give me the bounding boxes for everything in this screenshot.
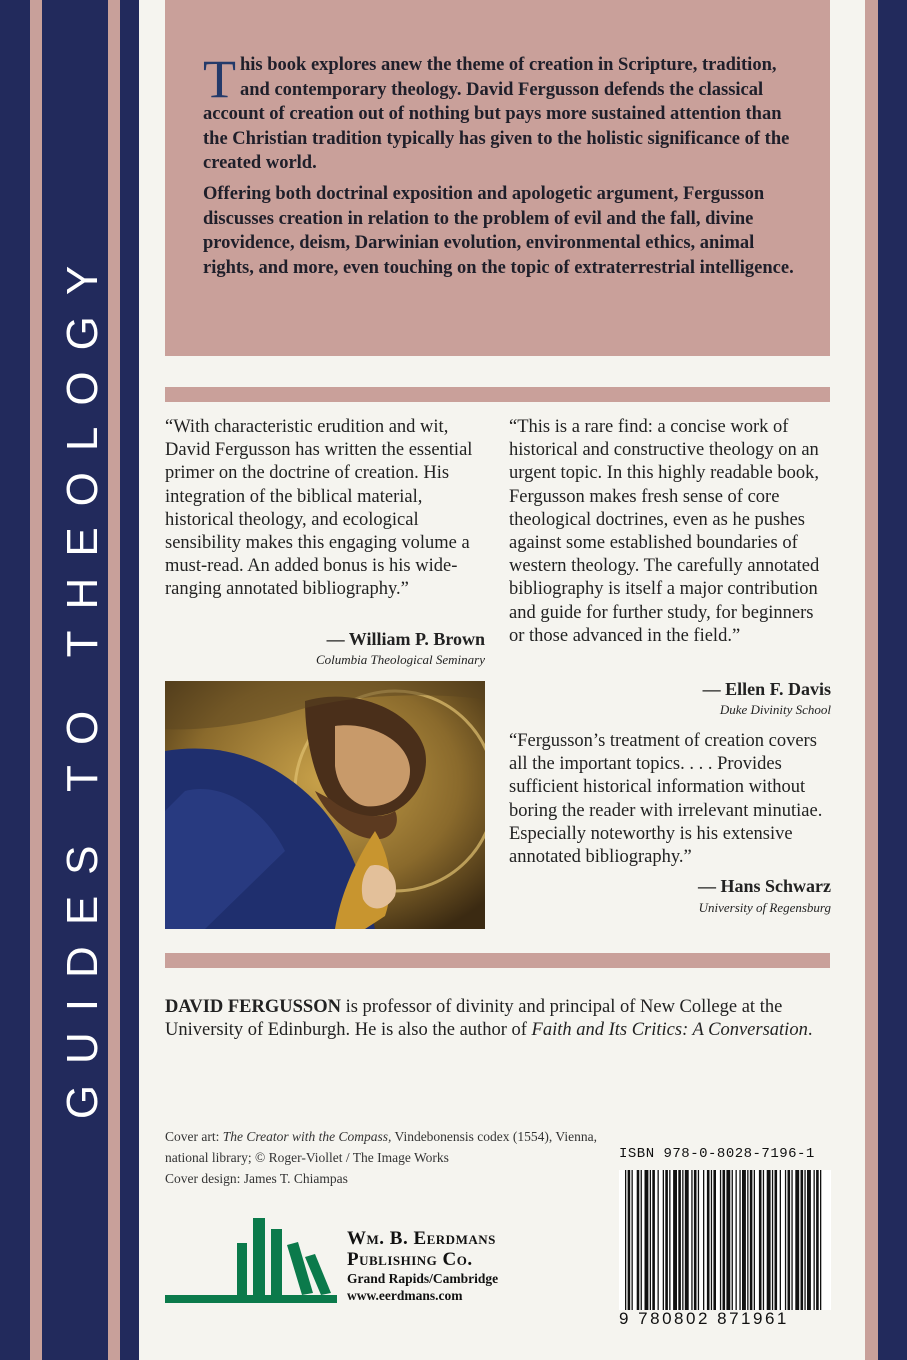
barcode-bar (637, 1170, 640, 1310)
publisher-name-line1: Wm. B. Eerdmans (347, 1228, 496, 1249)
description-box (165, 0, 830, 356)
author-name: DAVID FERGUSSON (165, 997, 341, 1017)
barcode-bar (736, 1170, 737, 1310)
barcode-bar (759, 1170, 762, 1310)
barcode-bar (685, 1170, 689, 1310)
barcode (619, 1170, 831, 1310)
endorsement-quote-3: “Fergusson’s treatment of creation covers all the important topics. . . . Provides sufficient historical information without boring the reader with irrelevant minutiae. Especially noteworthy is his extensive annotated bibliography.” (509, 731, 823, 868)
barcode-bar (625, 1170, 626, 1310)
endorsement-affiliation-1: Columbia Theological Seminary (316, 652, 485, 667)
barcode-bar (663, 1170, 664, 1310)
barcode-bar (658, 1170, 659, 1310)
publisher-url: www.eerdmans.com (347, 1288, 463, 1303)
credits-art-title: The Creator with the Compass, (222, 1129, 392, 1144)
cover-art-painting (165, 681, 485, 929)
description-paragraph-2: Offering both doctrinal exposition and apologetic argument, Fergusson discusses creation in relation to the problem of evil and the fall, divine providence, deism, Darwinian evolution, environmental ethics, animal rights, and more, even touching on the topic of extraterrestrial intelligence. (203, 184, 794, 278)
barcode-bar (720, 1170, 721, 1310)
barcode-bar (804, 1170, 805, 1310)
author-bio (165, 996, 825, 1042)
barcode-bar (747, 1170, 748, 1310)
publisher-city: Grand Rapids/Cambridge (347, 1271, 499, 1286)
description-paragraph-1 (203, 49, 803, 176)
credits-art-label: Cover art: (165, 1129, 223, 1144)
barcode-bar (795, 1170, 799, 1310)
barcode-bar (694, 1170, 697, 1310)
barcode-bar (678, 1170, 681, 1310)
barcode-bar (739, 1170, 740, 1310)
barcode-bar (632, 1170, 633, 1310)
bio-end: . (807, 1020, 813, 1040)
barcode-bar (732, 1170, 733, 1310)
right-edge-band (865, 0, 878, 1360)
publisher-info (347, 1228, 498, 1304)
barcode-bar (788, 1170, 791, 1310)
barcode-bar (801, 1170, 804, 1310)
barcode-bar (816, 1170, 819, 1310)
barcode-bar (767, 1170, 771, 1310)
barcode-bar (785, 1170, 786, 1310)
cover-credits (165, 1126, 605, 1189)
isbn-label: ISBN 978-0-8028-7196-1 (619, 1146, 815, 1162)
barcode-bar (698, 1170, 699, 1310)
bio-book-title: Faith and Its Critics: A Conversation (531, 1020, 808, 1040)
endorsement-affiliation-3: University of Regensburg (698, 900, 831, 915)
barcode-bar (807, 1170, 811, 1310)
barcode-bar (645, 1170, 649, 1310)
barcode-digits: 9 780802 871961 (619, 1309, 789, 1328)
bio-text: is professor of divinity and principal of New College at the University of Edinburgh. He is also the author of (165, 997, 783, 1040)
barcode-bar (641, 1170, 642, 1310)
endorsement-affiliation-2: Duke Divinity School (719, 702, 831, 717)
endorsement-quote-2: “This is a rare find: a concise work of historical and constructive theology on an urgent topic. In this highly readable book, Fergusson makes fresh sense of core theological doctrines, even as he pushes against some established boundaries of western theology. The carefully annotated bibliography is itself a major contribution and guide for further study, for beginners or those advanced in the field.” (509, 417, 820, 646)
barcode-bar (691, 1170, 692, 1310)
right-edge (878, 0, 907, 1360)
barcode-bar (780, 1170, 781, 1310)
barcode-bar (742, 1170, 746, 1310)
barcode-bar (750, 1170, 753, 1310)
barcode-bar (763, 1170, 764, 1310)
endorsement-author-1: — William P. Brown (326, 629, 485, 649)
description-text-1: his book explores anew the theme of creation in Scripture, tradition, and contemporary theology. David Fergusson defends the classical account of creation out of nothing but pays more sustained attention than the Christian tradition typically has given to the holistic significance of the created world. (203, 55, 790, 173)
endorsement-quote-1: “With characteristic erudition and wit, David Fergusson has written the essential primer on the doctrine of creation. His integration of the biblical material, historical theology, and ecological sensibility makes this engaging volume a must-read. An added bonus is his wide-ranging annotated bibliography.” (165, 417, 473, 600)
divider-bottom (165, 953, 830, 968)
endorsement-author-2: — Ellen F. Davis (702, 679, 831, 699)
barcode-bar (711, 1170, 712, 1310)
endorsement-author-3: — Hans Schwarz (697, 876, 831, 896)
barcode-bar (775, 1170, 778, 1310)
barcode-bar (820, 1170, 821, 1310)
barcode-bar (703, 1170, 704, 1310)
barcode-bar (682, 1170, 683, 1310)
drop-cap: T (203, 49, 236, 109)
series-title: GUIDES TO THEOLOGY (58, 244, 107, 1120)
barcode-bar (772, 1170, 773, 1310)
barcode-bar (650, 1170, 651, 1310)
barcode-bar (669, 1170, 670, 1310)
barcode-bar (628, 1170, 631, 1310)
divider-top (165, 387, 830, 402)
barcode-bar (754, 1170, 755, 1310)
barcode-bar (814, 1170, 815, 1310)
barcode-bar (791, 1170, 792, 1310)
barcode-bar (713, 1170, 716, 1310)
barcode-bar (665, 1170, 668, 1310)
credits-design: Cover design: James T. Chiampas (165, 1171, 348, 1186)
barcode-bar (673, 1170, 677, 1310)
barcode-bar (707, 1170, 710, 1310)
barcode-bar (726, 1170, 730, 1310)
credits-art-rest: Vindebonensis codex (1554), Vienna, national library; © Roger-Viollet / The Image Works (165, 1129, 597, 1165)
publisher-logo-icon (165, 1215, 337, 1305)
barcode-bar (652, 1170, 655, 1310)
publisher-name-line2: Publishing Co. (347, 1249, 473, 1270)
barcode-bar (723, 1170, 726, 1310)
